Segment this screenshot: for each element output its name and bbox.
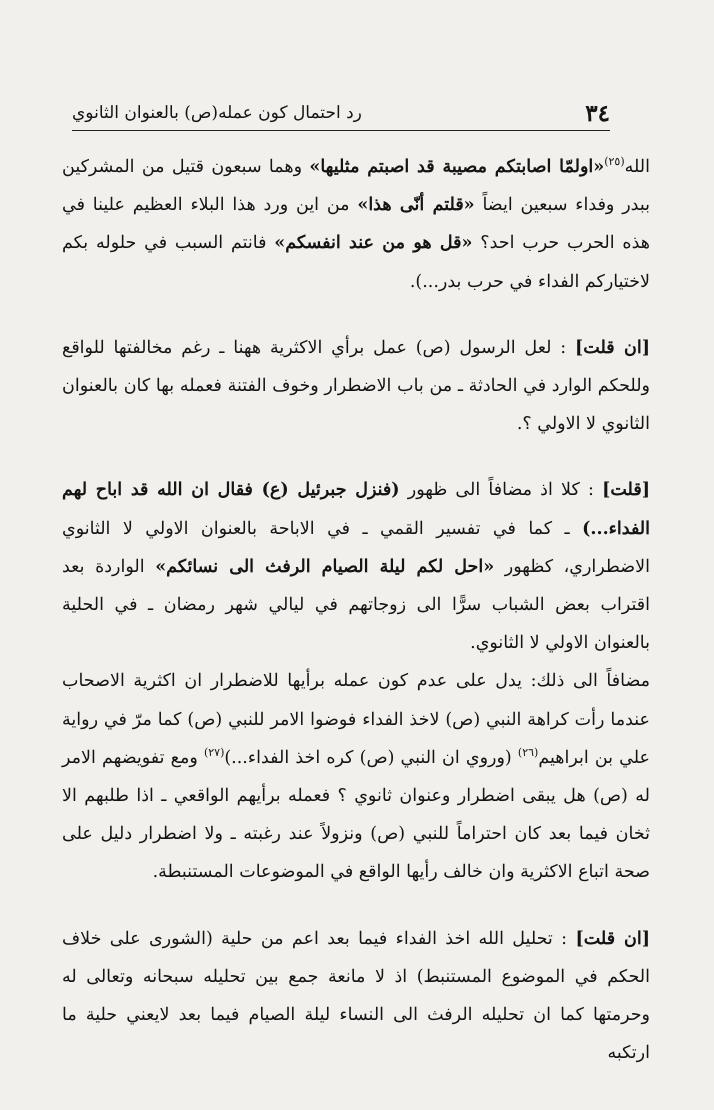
quoted-text: «اولمّا اصابتكم مصيبة قد اصبتم مثليها» — [309, 157, 605, 177]
section-marker: [ان قلت] — [575, 928, 650, 949]
page-header — [72, 96, 610, 131]
section-marker: [قلت] — [602, 480, 650, 501]
body-text: مضافاً الى ذلك: يدل على عدم كون عمله برأيها للاضطرار ان اكثرية الاصحاب عندما رأت كراهة النبي (ص) لاخذ الفداء فوضوا الامر للنبي (ص) كما مرّ في رواية علي بن ابراهيم — [62, 671, 650, 768]
quoted-text: «احل لكم ليلة الصيام الرفث الى نسائكم» — [155, 556, 495, 577]
quoted-text: (فنزل جبرئيل (ع) فقال ان الله قد اباح لهم الفداء...) — [62, 480, 650, 539]
body-text: فانتم السبب في حلوله بكم لاختياركم الفداء في حرب بدر...). — [62, 233, 650, 292]
quoted-text: «قل هو من عند انفسكم» — [274, 233, 473, 254]
footnote-ref: (٢٦) — [517, 746, 539, 760]
quoted-text: «قلتم أنّى هذا» — [357, 195, 475, 216]
footnote-ref: (٢٧) — [203, 746, 225, 760]
running-title: رد احتمال كون عمله(ص) بالعنوان الثانوي — [72, 103, 362, 123]
footnote-ref: (٢٥) — [604, 155, 625, 169]
section-marker: [ان قلت] — [575, 337, 650, 358]
paragraph — [62, 329, 650, 444]
body-text: وهما سبعون قتيل من المشركين ببدر وفداء سبعين ايضاً — [62, 157, 650, 216]
paragraph — [62, 148, 650, 301]
body-text: من اين ورد هذا البلاء العظيم علينا في هذه الحرب حرب احد؟ — [62, 195, 650, 254]
body-text: : تحليل الله اخذ الفداء فيما بعد اعم من حلية (الشورى على خلاف الحكم في الموضوع المستنبط) اذ لا مانعة جمع بين تحليله سبحانه وتعالى له وحرمتها كما ان تحليله الرفث الى النساء ليلة الصيام فيما بعد لايعني حلية ما ارتكبه — [62, 928, 650, 1064]
page-number: ٣٤ — [585, 99, 610, 127]
body-text: : كلا اذ مضافاً الى ظهور — [399, 480, 603, 501]
paragraph — [62, 471, 650, 662]
body-text: ومع تفويضهم الامر له (ص) هل يبقى اضطرار وعنوان ثانوي ؟ فعمله برأيهم الواقعي ـ اذا طلبهم الا ثخان فيما بعد كان احتراماً للنبي (ص) ونزولاً عند رغبته ـ ولا اضطرار دليل على صحة اتباع الاكثرية وان خالف رأيها الواقع في الموضوعات المستنبطة. — [62, 747, 650, 883]
paragraph — [62, 920, 650, 1073]
page-body — [62, 148, 650, 1072]
body-text: ـ كما في تفسير القمي ـ في الاباحة بالعنوان الاولي لا الثانوي الاضطراري، كظهور — [62, 518, 650, 577]
paragraph — [62, 662, 650, 891]
body-text: الواردة بعد اقتراب بعض الشباب سرًّا الى زوجاتهم في ليالي شهر رمضان ـ في الحلية بالعنوان الاولي لا الثانوي. — [62, 556, 650, 654]
body-text: الله — [624, 157, 650, 177]
body-text: (وروي ان النبي (ص) كره اخذ الفداء...) — [224, 747, 518, 768]
body-text: : لعل الرسول (ص) عمل برأي الاكثرية ههنا ـ رغم مخالفتها للواقع وللحكم الوارد في الحادثة ـ من باب الاضطرار وخوف الفتنة فعمله بها كان بالعنوان الثانوي لا الاولي ؟. — [62, 337, 650, 435]
